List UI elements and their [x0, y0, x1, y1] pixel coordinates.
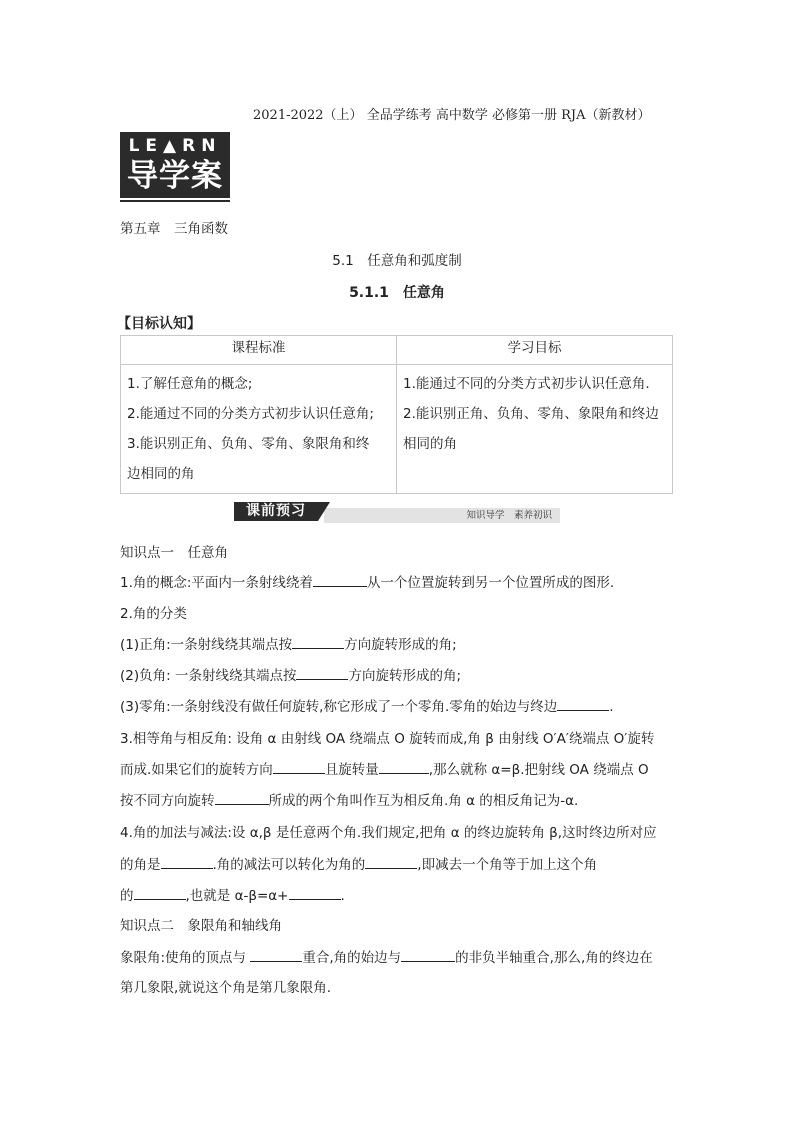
line-opposite-angle — [120, 789, 578, 809]
fill-blank[interactable] — [557, 697, 609, 711]
line-angle-classification: 2.角的分类 — [120, 606, 187, 622]
line-positive-angle — [120, 633, 457, 653]
goals-table — [120, 335, 673, 494]
fill-blank[interactable] — [134, 886, 186, 900]
standard-item: 3.能识别正角、负角、零角、象限角和终 — [127, 436, 370, 452]
preview-banner — [234, 502, 560, 523]
line-angle-concept — [120, 571, 614, 591]
line-angle-addition: 4.角的加法与减法:设 α,β 是任意两个角.我们规定,把角 α 的终边旋转角 β,这时终边所对应 — [120, 825, 657, 841]
goals-content-row — [121, 365, 673, 494]
line-quadrant-angle — [120, 946, 653, 966]
text: 所成的两个角叫作互为相反角.角 α 的相反角记为-α. — [268, 793, 579, 809]
text: 且旋转量 — [324, 762, 379, 778]
banner-bar — [324, 508, 560, 523]
standard-cell — [121, 365, 397, 494]
objective-item: 相同的角 — [403, 436, 457, 452]
text: 象限角:使角的顶点与 — [120, 950, 247, 966]
objective-item: 2.能识别正角、负角、零角、象限角和终边 — [403, 406, 659, 422]
logo-title: 导学案 — [127, 158, 223, 194]
knowledge-point-2-title: 知识点二 象限角和轴线角 — [120, 918, 282, 934]
section-title: 5.1 任意角和弧度制 — [332, 253, 462, 269]
banner-arrow — [318, 502, 330, 521]
fill-blank[interactable] — [273, 760, 325, 774]
text: (2)负角: 一条射线绕其端点按 — [120, 668, 297, 684]
fill-blank[interactable] — [296, 666, 348, 680]
text: 从一个位置旋转到另一个位置所成的图形. — [366, 575, 615, 591]
chapter-title: 第五章 三角函数 — [120, 221, 228, 237]
banner-label: 课前预习 — [234, 502, 318, 521]
goals-header-row — [121, 336, 673, 365]
fill-blank[interactable] — [401, 948, 455, 962]
text: ,也就是 α-β=α+ — [185, 888, 289, 904]
standard-item: 边相同的角 — [127, 466, 195, 482]
fill-blank[interactable] — [292, 635, 344, 649]
text: (3)零角:一条射线没有做任何旋转,称它形成了一个零角.零角的始边与终边 — [120, 699, 558, 715]
standard-item: 2.能通过不同的分类方式初步认识任意角; — [127, 406, 374, 422]
line-quadrant-angle-2: 第几象限,就说这个角是第几象限角. — [120, 980, 332, 996]
logo-underline — [120, 200, 230, 202]
fill-blank[interactable] — [161, 855, 213, 869]
line-negative-angle — [120, 664, 461, 684]
text: 的非负半轴重合,那么,角的终边在 — [455, 950, 653, 966]
text: . — [609, 699, 614, 715]
line-angle-addition-2 — [120, 853, 597, 873]
col-header-objective: 学习目标 — [397, 336, 673, 365]
text: 方向旋转形成的角; — [344, 637, 457, 653]
fill-blank[interactable] — [365, 855, 417, 869]
line-equal-angle: 3.相等角与相反角: 设角 α 由射线 OA 绕端点 O 旋转而成,角 β 由射线 O′A′绕端点 O′旋转 — [120, 731, 655, 747]
fill-blank[interactable] — [313, 573, 367, 587]
text: 的 — [120, 888, 134, 904]
knowledge-point-1-title: 知识点一 任意角 — [120, 545, 228, 561]
fill-blank[interactable] — [289, 886, 341, 900]
text: (1)正角:一条射线绕其端点按 — [120, 637, 293, 653]
text: 按不同方向旋转 — [120, 793, 215, 809]
document-header: 2021-2022（上） 全品学练考 高中数学 必修第一册 RJA（新教材） — [253, 108, 651, 123]
fill-blank[interactable] — [379, 760, 429, 774]
goals-heading: 【目标认知】 — [117, 316, 201, 332]
subsection-title: 5.1.1 任意角 — [349, 285, 445, 301]
col-header-standard: 课程标准 — [121, 336, 397, 365]
objective-item: 1.能通过不同的分类方式初步认识任意角. — [403, 376, 650, 392]
line-angle-subtraction — [120, 884, 345, 904]
line-zero-angle — [120, 695, 614, 715]
logo-learn-text: LE▲RN — [128, 136, 222, 156]
line-equal-angle-2 — [120, 758, 649, 778]
text: ,那么就称 α=β.把射线 OA 绕端点 O — [428, 762, 649, 778]
banner-tag: 知识导学 素养初识 — [466, 510, 552, 521]
learn-logo — [120, 132, 230, 198]
text: 的角是 — [120, 857, 161, 873]
objective-cell — [397, 365, 673, 494]
text: . — [340, 888, 345, 904]
text: 重合,角的始边与 — [302, 950, 402, 966]
fill-blank[interactable] — [250, 948, 302, 962]
text: .角的减法可以转化为角的 — [212, 857, 366, 873]
text: 1.角的概念:平面内一条射线绕着 — [120, 575, 313, 591]
text: 而成.如果它们的旋转方向 — [120, 762, 273, 778]
standard-item: 1.了解任意角的概念; — [127, 376, 253, 392]
text: ,即减去一个角等于加上这个角 — [417, 857, 598, 873]
fill-blank[interactable] — [215, 791, 269, 805]
text: 方向旋转形成的角; — [348, 668, 462, 684]
